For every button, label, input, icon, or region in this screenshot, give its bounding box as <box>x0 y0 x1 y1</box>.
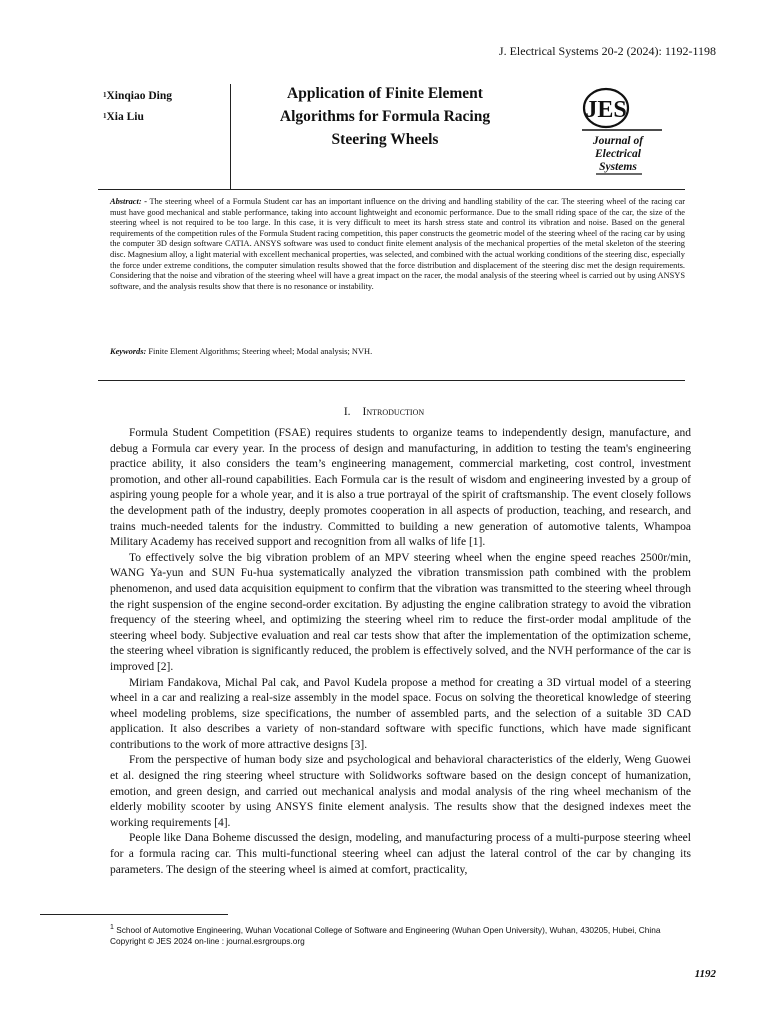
keywords-text: Finite Element Algorithms; Steering wheel; Modal analysis; NVH. <box>148 347 373 356</box>
journal-reference: J. Electrical Systems 20-2 (2024): 1192-1198 <box>498 44 716 58</box>
header-divider <box>230 84 231 189</box>
footnote-rule <box>40 914 228 915</box>
page-number: 1192 <box>694 968 716 980</box>
paragraph: To effectively solve the big vibration problem of an MPV steering wheel when the engine speed reaches 2500r/min, WANG Ya-yun and SUN Fu-hua systematically analyzed the vibration transmission path combined with the problem phenomenon, and used data acquisition equipment to confirm that the vibration was transmitted to the steering wheel through the right suspension of the engine second-order excitation. By adjusting the engine calibration strategy to avoid the vibration frequency of the steering wheel, and optimizing the steering wheel rim to reduce the first-order modal amplitude of the steering wheel body. Subjective evaluation and real car tests show that after the implementation of the optimization scheme, the steering wheel vibration is significantly reduced, the problem is effectively solved, and the NVH performance of the car is improved [2]. <box>110 551 691 673</box>
footnote <box>110 922 670 947</box>
section-title: Introduction <box>362 406 425 418</box>
keywords-label: Keywords: <box>110 347 147 356</box>
logo-text-line-1: Journal of <box>592 135 644 147</box>
paragraph: From the perspective of human body size and psychological and behavioral characteristics of the elderly, Weng Guowei et al. designed the ring steering wheel structure with Solidworks software based on the design concept of humanization, emotion, and green design, and carried out mechanical analysis and modal analysis of the ring wheel mechanism of the elderly mobility scooter by using ANSYS finite element analysis. The results show that the designed indexes meet the working requirements [4]. <box>110 754 691 829</box>
abstract-rule <box>98 380 685 381</box>
jes-journal-logo <box>570 86 670 180</box>
abstract <box>110 197 685 292</box>
abstract-label: Abstract: - <box>110 197 148 206</box>
author-list <box>103 86 172 128</box>
author-2: $^1$Xia Liu <box>103 111 144 123</box>
header-rule <box>98 189 685 190</box>
body-text <box>110 426 691 878</box>
author-1: $^1$Xinqiao Ding <box>103 90 173 102</box>
paper-title: Application of Finite Element Algorithms for Formula Racing Steering Wheels <box>279 85 491 148</box>
paragraph: People like Dana Boheme discussed the design, modeling, and manufacturing process of a multi-purpose steering wheel for a formula racing car. This multi-functional steering wheel can adjust the lateral control of the car by changing its parameters. The design of the steering wheel is aimed at comfort, practicality, <box>110 832 691 876</box>
logo-text-line-2: Electrical <box>595 148 641 160</box>
paragraph: Miriam Fandakova, Michal Pal cak, and Pavol Kudela propose a method for creating a 3D virtual model of a steering wheel in a car and realizing a real-size assembly in the model space. Focus on solving the theoretical knowledge of steering wheel modeling problems, size specifications, the number of assembled parts, and the selection of a suitable 3D CAD application. It also describes a variety of non-standard software with specific functions, which have made significant contributions to the work of more attractive designs [3]. <box>110 676 691 751</box>
copyright-line: Copyright © JES 2024 on-line : journal.esrgroups.org <box>110 936 305 947</box>
logo-mark: JES <box>585 97 627 123</box>
logo-text-line-3: Systems <box>599 161 637 173</box>
footnote-affiliation: $^1$ School of Automotive Engineering, Wuhan Vocational College of Software and Engineering (Wuhan Open University), Wuhan, 430205, Hubei, China <box>110 924 661 935</box>
section-heading <box>0 406 768 418</box>
keywords <box>110 347 685 356</box>
section-number: I. <box>343 406 351 418</box>
paragraph: Formula Student Competition (FSAE) requires students to organize teams to independently design, manufacture, and debug a Formula car every year. In the process of design and manufacturing, in addition to testing the team's engineering practice ability, it also considers the team’s engineering management, commercial marketing, cost control, investment promotion, and other all-round capabilities. Each Formula car is the result of wisdom and engineering invested by a group of aspiring young people for a whole year, and it is also a true portrayal of the spirit of craftsmanship. The event closely follows the development path of the industry, deeply promotes cooperation in all aspects of production, teaching, and research, and trains much-needed talents for the industry. Committed to building a new generation of automotive talents, Whampoa Military Academy has received support and recognition from all walks of life [1]. <box>110 427 691 549</box>
abstract-text: The steering wheel of a Formula Student car has an important influence on the driving and handling stability of the car. The steering wheel of the racing car must have good mechanical and stable performance, taking into account lightweight and economic performance. Due to the small riding space of the car, the size of the steering wheel is not required to be too large. In this case, it is very difficult to meet its harsh stress state and control its vibration and noise. Based on the general requirements of the competition rules of the Formula Student racing competition, this paper constructs the geometric model of the steering wheel of the racing car by using the computer 3D design software CATIA. ANSYS software was used to conduct finite element analysis of the mechanical properties of the metal skeleton of the steering disc. Magnesium alloy, a light material with excellent mechanical properties, was selected, and combined with the actual working conditions of the steering disc, especially the force under extreme conditions, the computer simulation results showed that the force distribution and displacement of the steering disc met the design requirements. Considering that the noise and vibration of the steering wheel will have a great impact on the racer, the modal analysis of the steering wheel is carried out by using ANSYS software, and the analysis results show that there is no resonance or instability. <box>110 197 685 291</box>
